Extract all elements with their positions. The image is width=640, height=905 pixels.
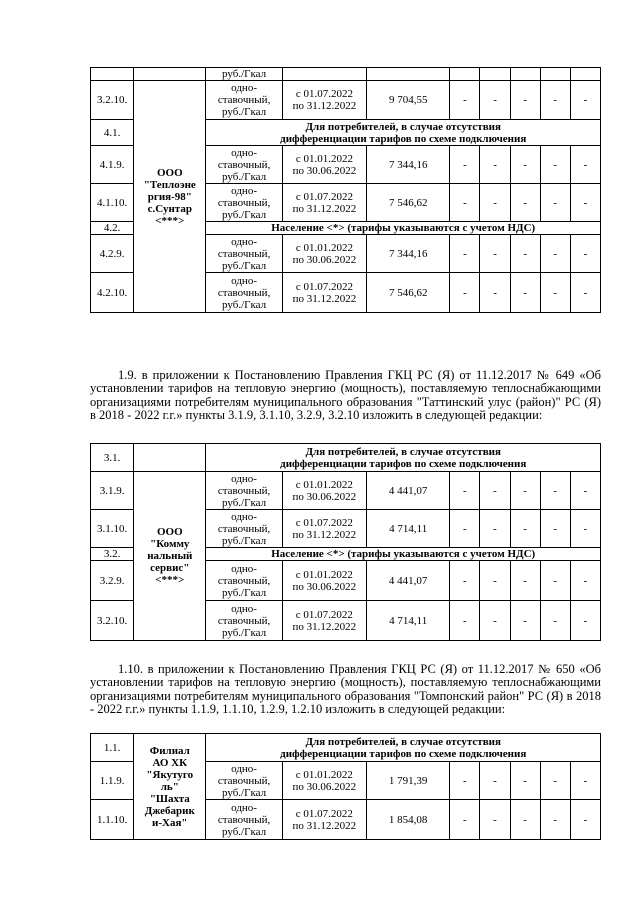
tariff-value-cell: 4 441,07 xyxy=(367,561,450,601)
dash-cell: - xyxy=(450,81,480,120)
row-number-cell xyxy=(91,68,134,81)
text-line: руб./Гкал xyxy=(222,825,267,838)
text-line: Население <*> (тарифы указываются с учетом НДС) xyxy=(271,222,536,234)
text-line: "Комму xyxy=(150,538,190,550)
text-line: <***> xyxy=(155,574,185,586)
table-row xyxy=(91,444,601,472)
text-line: одно- xyxy=(231,146,257,159)
section-header-cell xyxy=(206,548,601,561)
dash-cell: - xyxy=(450,472,480,510)
text-line: ставочный, xyxy=(217,94,271,106)
tariff-type-cell xyxy=(206,184,282,222)
text-line: с 01.01.2022 xyxy=(295,768,353,781)
tariff-type-cell xyxy=(206,81,282,120)
text-line: и-Хая" xyxy=(152,816,188,829)
dash-cell: - xyxy=(480,601,510,641)
text-line: дифференциации тарифов по схеме подключения xyxy=(280,457,527,470)
tariff-type-cell xyxy=(206,235,282,273)
table-row xyxy=(91,472,601,510)
tariff-value-cell: 7 546,62 xyxy=(367,273,450,313)
tariff-value-cell: 1 854,08 xyxy=(367,800,450,840)
row-number-cell: 3.1. xyxy=(91,444,134,472)
dash-cell: - xyxy=(540,800,570,840)
dash-cell: - xyxy=(510,762,540,800)
dash-cell: - xyxy=(540,762,570,800)
text-line: с 01.01.2022 xyxy=(295,568,353,581)
dash-cell: - xyxy=(570,146,600,184)
dash-cell: - xyxy=(540,561,570,601)
dash-cell: - xyxy=(450,762,480,800)
text-line: с 01.07.2022 xyxy=(295,608,353,621)
dash-cell: - xyxy=(570,561,600,601)
period-cell xyxy=(282,81,366,120)
text-line: по 30.06.2022 xyxy=(292,580,357,593)
dash-cell: - xyxy=(480,472,510,510)
text-line: одно- xyxy=(231,562,257,575)
text-line: одно- xyxy=(231,762,257,775)
text-line: с 01.07.2022 xyxy=(295,807,353,820)
dash-cell: - xyxy=(540,146,570,184)
empty-cell xyxy=(540,68,570,81)
row-number-cell: 3.2.10. xyxy=(91,601,134,641)
dash-cell: - xyxy=(510,235,540,273)
dash-cell: - xyxy=(450,510,480,548)
text-line: одно- xyxy=(231,235,257,248)
text-line: руб./Гкал xyxy=(222,534,267,547)
dash-cell: - xyxy=(510,184,540,222)
text-line: ООО xyxy=(156,166,183,179)
dash-cell: - xyxy=(540,601,570,641)
dash-cell: - xyxy=(570,81,600,120)
text-line: ставочный, xyxy=(217,247,271,260)
section-header-cell xyxy=(206,444,601,472)
text-line: одно- xyxy=(231,82,257,94)
text-line: Для потребителей, в случае отсутствия xyxy=(305,735,501,748)
section-header-cell xyxy=(206,222,601,235)
dash-cell: - xyxy=(450,235,480,273)
org-cell xyxy=(134,68,206,81)
text-line: по 31.12.2022 xyxy=(292,528,357,541)
dash-cell: - xyxy=(510,510,540,548)
text-line: с 01.07.2022 xyxy=(295,190,353,203)
dash-cell: - xyxy=(450,146,480,184)
text-line: одно- xyxy=(231,602,257,615)
dash-cell: - xyxy=(480,273,510,313)
dash-cell: - xyxy=(450,184,480,222)
text-line: "Якутуго xyxy=(146,768,194,781)
table-row xyxy=(91,68,601,81)
dash-cell: - xyxy=(480,762,510,800)
dash-cell: - xyxy=(450,800,480,840)
text-line: руб./Гкал xyxy=(222,298,267,311)
table-row xyxy=(91,81,601,120)
row-number-cell: 4.1. xyxy=(91,120,134,146)
row-number-cell: 3.1.9. xyxy=(91,472,134,510)
row-number-cell: 3.1.10. xyxy=(91,510,134,548)
dash-cell: - xyxy=(450,561,480,601)
row-number-cell: 1.1.10. xyxy=(91,800,134,840)
text-line: АО ХК xyxy=(152,756,188,769)
text-line: сервис" xyxy=(150,562,190,574)
dash-cell: - xyxy=(570,762,600,800)
empty-cell xyxy=(450,68,480,81)
dash-cell: - xyxy=(510,146,540,184)
text-line: по 30.06.2022 xyxy=(292,490,357,503)
table2-tariff-table xyxy=(90,443,601,641)
tariff-value-cell: 9 704,55 xyxy=(367,81,450,120)
dash-cell: - xyxy=(480,510,510,548)
text-line: Филиал xyxy=(149,744,190,757)
text-line: ставочный, xyxy=(217,774,271,787)
text-line: с 01.07.2022 xyxy=(295,516,353,529)
tariff-value-cell: 4 714,11 xyxy=(367,601,450,641)
dash-cell: - xyxy=(450,273,480,313)
text-line: с 01.07.2022 xyxy=(295,88,353,100)
text-line: дифференциации тарифов по схеме подключения xyxy=(280,747,527,760)
text-line: <***> xyxy=(155,214,185,227)
row-number-cell: 3.2.9. xyxy=(91,561,134,601)
row-number-cell: 4.1.10. xyxy=(91,184,134,222)
tariff-value-cell: 4 441,07 xyxy=(367,472,450,510)
text-line: по 31.12.2022 xyxy=(292,100,357,112)
org-cell xyxy=(134,444,206,472)
text-line: ставочный, xyxy=(217,158,271,171)
text-line: руб./Гкал xyxy=(222,586,267,599)
table-row xyxy=(91,734,601,762)
text-line: ставочный, xyxy=(217,614,271,627)
org-name-cell xyxy=(134,472,206,641)
paragraph-1 xyxy=(90,369,601,422)
row-number-cell: 4.2.10. xyxy=(91,273,134,313)
text-line: с 01.01.2022 xyxy=(295,241,353,254)
text-line: по 31.12.2022 xyxy=(292,620,357,633)
dash-cell: - xyxy=(510,601,540,641)
tariff-value-cell: 7 344,16 xyxy=(367,146,450,184)
dash-cell: - xyxy=(480,184,510,222)
text-line: ставочный, xyxy=(217,813,271,826)
tariff-type-cell xyxy=(206,601,282,641)
empty-cell xyxy=(282,68,366,81)
text-line: с 01.07.2022 xyxy=(295,280,353,293)
period-cell xyxy=(282,146,366,184)
text-line: дифференциации тарифов по схеме подключения xyxy=(280,132,527,145)
period-cell xyxy=(282,273,366,313)
text-line: по 30.06.2022 xyxy=(292,164,357,177)
text-line: руб./Гкал xyxy=(222,786,267,799)
text-line: "Теплоэне xyxy=(143,178,196,191)
empty-cell xyxy=(510,68,540,81)
tariff-type-cell xyxy=(206,510,282,548)
dash-cell: - xyxy=(510,81,540,120)
text-line: Джебарик xyxy=(144,804,195,817)
dash-cell: - xyxy=(450,601,480,641)
period-cell xyxy=(282,561,366,601)
dash-cell: - xyxy=(570,184,600,222)
dash-cell: - xyxy=(480,800,510,840)
text-line: ставочный, xyxy=(217,286,271,299)
period-cell xyxy=(282,510,366,548)
tariff-type-cell xyxy=(206,561,282,601)
text-line: руб./Гкал xyxy=(222,496,267,509)
row-number-cell: 3.2. xyxy=(91,548,134,561)
text-line: одно- xyxy=(231,274,257,287)
text-line: по 31.12.2022 xyxy=(292,202,357,215)
dash-cell: - xyxy=(570,601,600,641)
text-line: руб./Гкал xyxy=(222,626,267,639)
text-line: по 31.12.2022 xyxy=(292,292,357,305)
text-line: одно- xyxy=(231,184,257,197)
dash-cell: - xyxy=(540,184,570,222)
text-line: руб./Гкал xyxy=(222,106,267,118)
text-line: Для потребителей, в случае отсутствия xyxy=(305,120,501,133)
dash-cell: - xyxy=(480,146,510,184)
dash-cell: - xyxy=(540,273,570,313)
dash-cell: - xyxy=(480,561,510,601)
text-line: "Шахта xyxy=(149,792,190,805)
tariff-value-cell: 7 546,62 xyxy=(367,184,450,222)
dash-cell: - xyxy=(480,81,510,120)
text-line: по 30.06.2022 xyxy=(292,780,357,793)
dash-cell: - xyxy=(570,235,600,273)
text-line: ставочный, xyxy=(217,522,271,535)
period-cell xyxy=(282,601,366,641)
row-number-cell: 4.2. xyxy=(91,222,134,235)
dash-cell: - xyxy=(570,273,600,313)
empty-cell xyxy=(367,68,450,81)
text-line: руб./Гкал xyxy=(222,208,267,221)
text-line: Для потребителей, в случае отсутствия xyxy=(305,445,501,458)
dash-cell: - xyxy=(540,472,570,510)
text-line: ргия-98" xyxy=(147,190,192,203)
empty-cell xyxy=(570,68,600,81)
text-line: по 31.12.2022 xyxy=(292,819,357,832)
text-line: с 01.01.2022 xyxy=(295,478,353,491)
row-number-cell: 4.2.9. xyxy=(91,235,134,273)
tariff-type-cell xyxy=(206,273,282,313)
text-line: ль" xyxy=(160,780,179,793)
period-cell xyxy=(282,235,366,273)
row-number-cell: 4.1.9. xyxy=(91,146,134,184)
text-line: ставочный, xyxy=(217,196,271,209)
text-line: Население <*> (тарифы указываются с учетом НДС) xyxy=(271,548,536,560)
dash-cell: - xyxy=(510,561,540,601)
period-cell xyxy=(282,800,366,840)
text-line: руб./Гкал xyxy=(222,170,267,183)
period-cell xyxy=(282,472,366,510)
org-name-cell xyxy=(134,734,206,840)
dash-cell: - xyxy=(570,800,600,840)
period-cell xyxy=(282,762,366,800)
text-line: нальный xyxy=(147,550,193,562)
unit-cell: руб./Гкал xyxy=(206,68,282,81)
org-name-cell xyxy=(134,81,206,313)
dash-cell: - xyxy=(570,472,600,510)
tariff-value-cell: 4 714,11 xyxy=(367,510,450,548)
paragraph-text: 1.9. в приложении к Постановлению Правления ГКЦ РС (Я) от 11.12.2017 № 649 «Об установлении тарифов на тепловую энергию (мощность), поставляемую теплоснабжающими организациями потребителям муниципального образования "Таттинский улус (район)" РС (Я) в 2018 - 2022 г.г.» пункты 3.1.9, 3.1.10, 3.2.9, 3.2.10 изложить в следующей редакции: xyxy=(90,368,601,422)
text-line: с 01.01.2022 xyxy=(295,152,353,165)
table1-tariff-table xyxy=(90,67,601,313)
dash-cell: - xyxy=(510,273,540,313)
paragraph-text: 1.10. в приложении к Постановлению Правления ГКЦ РС (Я) от 11.12.2017 № 650 «Об установлении тарифов на тепловую энергию (мощность), поставляемую теплоснабжающими организациями потребителям муниципального образования "Томпонский район" РС (Я) в 2018 - 2022 г.г.» пункты 1.1.9, 1.1.10, 1.2.9, 1.2.10 изложить в следующей редакции: xyxy=(90,662,601,716)
period-cell xyxy=(282,184,366,222)
text-line: одно- xyxy=(231,801,257,814)
dash-cell: - xyxy=(540,510,570,548)
text-line: ставочный, xyxy=(217,574,271,587)
tariff-type-cell xyxy=(206,762,282,800)
text-line: одно- xyxy=(231,510,257,523)
text-line: по 30.06.2022 xyxy=(292,253,357,266)
dash-cell: - xyxy=(510,800,540,840)
text-line: руб./Гкал xyxy=(222,259,267,272)
text-line: с.Сунтар xyxy=(147,202,192,215)
section-header-cell xyxy=(206,734,601,762)
tariff-value-cell: 7 344,16 xyxy=(367,235,450,273)
dash-cell: - xyxy=(480,235,510,273)
tariff-value-cell: 1 791,39 xyxy=(367,762,450,800)
dash-cell: - xyxy=(570,510,600,548)
tariff-type-cell xyxy=(206,800,282,840)
section-header-cell xyxy=(206,120,601,146)
tariff-type-cell xyxy=(206,472,282,510)
paragraph-2 xyxy=(90,663,601,716)
row-number-cell: 1.1. xyxy=(91,734,134,762)
text-line: одно- xyxy=(231,472,257,485)
dash-cell: - xyxy=(510,472,540,510)
text-line: ставочный, xyxy=(217,484,271,497)
row-number-cell: 3.2.10. xyxy=(91,81,134,120)
dash-cell: - xyxy=(540,235,570,273)
row-number-cell: 1.1.9. xyxy=(91,762,134,800)
text-line: ООО xyxy=(156,526,183,538)
dash-cell: - xyxy=(540,81,570,120)
empty-cell xyxy=(480,68,510,81)
table3-tariff-table xyxy=(90,733,601,840)
tariff-type-cell xyxy=(206,146,282,184)
